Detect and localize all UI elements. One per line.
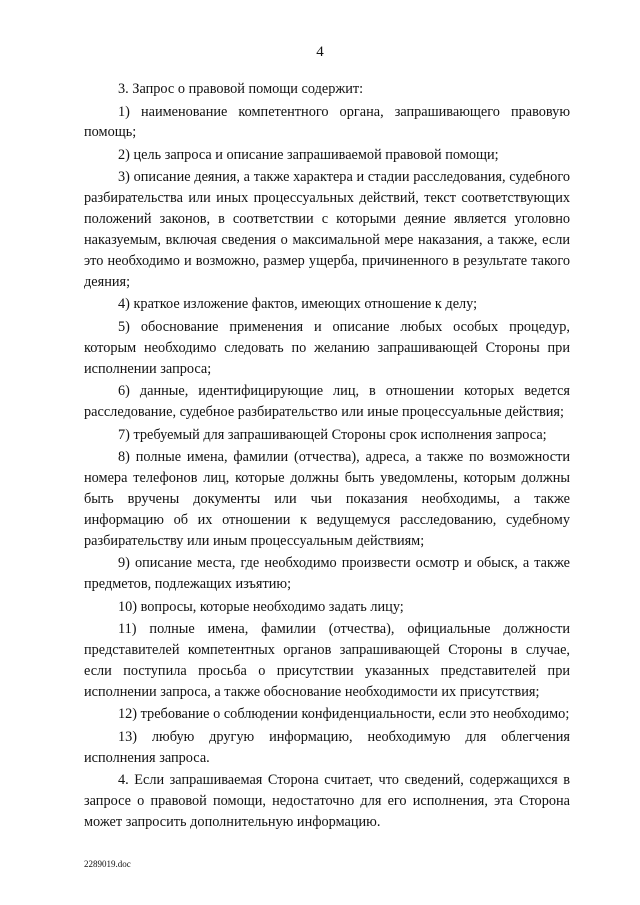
paragraph-item-4: 4) краткое изложение фактов, имеющих отношение к делу; (118, 296, 478, 313)
paragraph-item-11: 11) полные имена, фамилии (отчества), официальные должности представителей компетентных органов запрашивающей Стороны в случае, если поступила просьба о присутствии указанных представителей при исполнении запроса, а также обоснование необходимости их присутствия; (84, 621, 570, 700)
paragraph-item-8: 8) полные имена, фамилии (отчества), адреса, а также по возможности номера телефонов лиц, которые должны быть уведомлены, которым должны быть вручены документы или чьи показания необходимы, а также информацию об их отношении к ведущемуся расследованию, судебному разбирательству или иным процессуальным действиям; (84, 449, 570, 549)
footer-filename: 2289019.doc (84, 859, 131, 869)
paragraph-item-6: 6) данные, идентифицирующие лиц, в отношении которых ведется расследование, судебное разбирательство или иные процессуальные действия; (84, 383, 570, 421)
paragraph-item-10: 10) вопросы, которые необходимо задать лицу; (118, 598, 404, 615)
paragraph-item-13: 13) любую другую информацию, необходимую для облегчения исполнения запроса. (84, 728, 570, 766)
paragraph-item-3: 3) описание деяния, а также характера и стадии расследования, судебного разбирательства или иных процессуальных действий, текст соответствующих положений законов, в соответствии с которыми деяние является уголовно наказуемым, включая сведения о максимальной мере наказания, а также, если это необходимо и возможно, размер ущерба, причиненного в результате такого деяния; (84, 169, 570, 290)
paragraph-item-1: 1) наименование компетентного органа, запрашивающего правовую помощь; (84, 103, 570, 141)
paragraph-item-7: 7) требуемый для запрашивающей Стороны срок исполнения запроса; (118, 426, 547, 443)
paragraph-section-4: 4. Если запрашиваемая Сторона считает, что сведений, содержащихся в запросе о правовой помощи, недостаточно для его исполнения, эта Сторона может запросить дополнительную информацию. (84, 772, 570, 831)
page-number: 4 (316, 44, 324, 60)
paragraph-item-2: 2) цель запроса и описание запрашиваемой правовой помощи; (118, 146, 499, 163)
document-body (84, 79, 570, 835)
paragraph-item-12: 12) требование о соблюдении конфиденциальности, если это необходимо; (118, 706, 570, 723)
paragraph-item-9: 9) описание места, где необходимо произвести осмотр и обыск, а также предметов, подлежащих изъятию; (84, 555, 570, 593)
paragraph-item-5: 5) обоснование применения и описание любых особых процедур, которым необходимо следовать по желанию запрашивающей Стороны при исполнении запроса; (84, 318, 570, 377)
paragraph-section-3-heading: 3. Запрос о правовой помощи содержит: (118, 81, 364, 97)
